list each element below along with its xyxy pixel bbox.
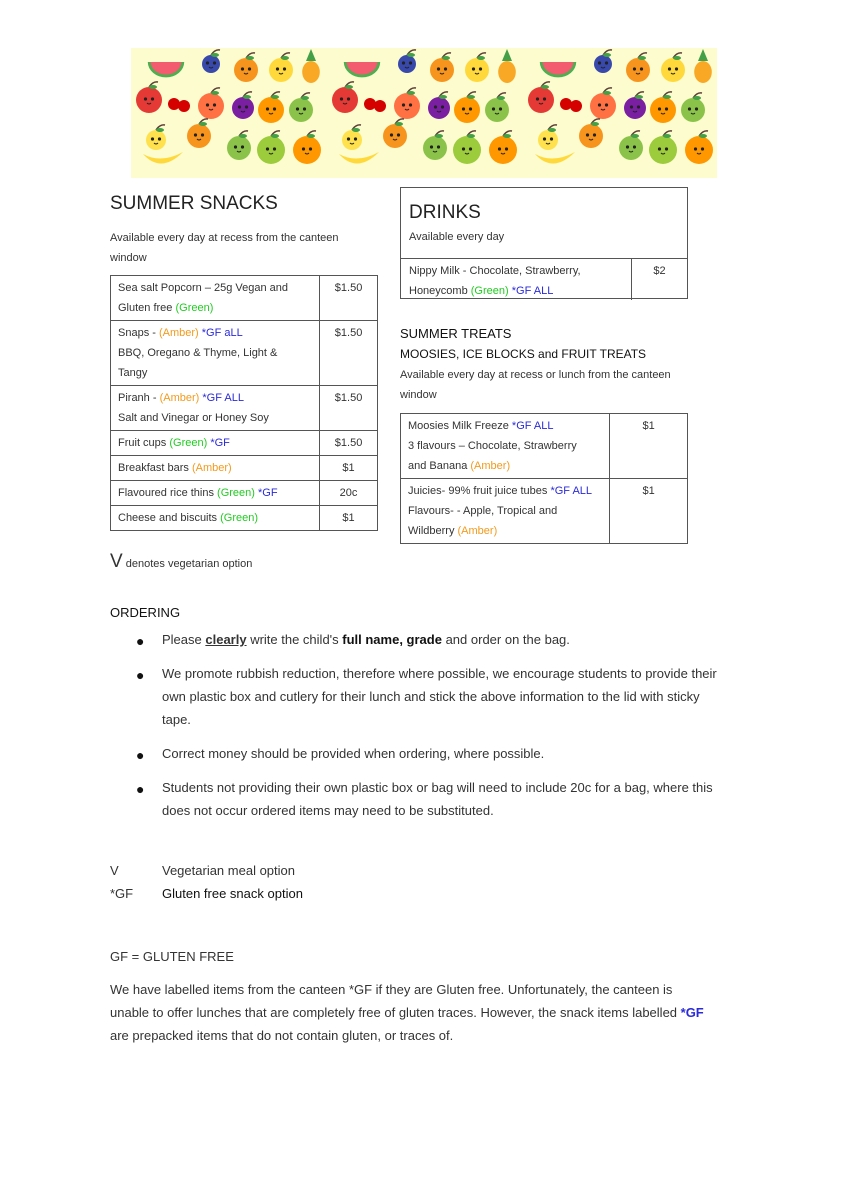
item-text: Flavoured rice thins <box>118 487 218 499</box>
treats-row <box>401 479 688 544</box>
gluten-free-heading: GF = GLUTEN FREE <box>110 949 234 964</box>
bullet-text: Please <box>162 632 206 647</box>
item-text: Breakfast bars <box>118 462 192 474</box>
gf-tag: *GF <box>207 437 230 449</box>
snacks-item-line <box>118 363 312 383</box>
snacks-price: $1.50 <box>320 276 378 321</box>
item-text: Snaps - <box>118 327 159 339</box>
green-rating: (Green) <box>169 437 208 449</box>
item-text: Piranh - <box>118 392 160 404</box>
bullet-icon: ● <box>136 747 145 763</box>
drinks-item-line2 <box>409 281 629 301</box>
item-text: BBQ, Oregano & Thyme, Light & <box>118 347 278 359</box>
gf-tag: *GF ALL <box>550 485 593 497</box>
snacks-item <box>111 431 320 456</box>
bullet-emphasis: clearly <box>205 632 247 647</box>
item-text: Fruit cups <box>118 437 170 449</box>
snacks-item-line <box>118 483 312 503</box>
snacks-subtitle-line2: window <box>110 252 147 264</box>
legend-v-text: Vegetarian meal option <box>162 863 295 878</box>
snacks-item <box>111 481 320 506</box>
snacks-item-line <box>118 508 312 528</box>
treats-item-line <box>408 436 602 456</box>
item-text: Tangy <box>118 367 148 379</box>
ordering-list <box>110 628 720 833</box>
drinks-subtitle: Available every day <box>409 231 505 243</box>
snacks-row <box>111 506 378 531</box>
list-item <box>110 742 720 765</box>
snacks-item <box>111 506 320 531</box>
snacks-item <box>111 386 320 431</box>
snacks-row <box>111 456 378 481</box>
vegetarian-note <box>110 551 252 573</box>
gf-tag: *GF ALL <box>508 285 554 297</box>
item-text: Juicies- 99% fruit juice tubes <box>408 485 551 497</box>
snacks-item-line <box>118 458 312 478</box>
snacks-table <box>110 275 378 531</box>
item-text: Sea salt Popcorn – 25g Vegan and <box>118 282 289 294</box>
amber-rating: (Amber) <box>159 392 200 404</box>
fruit-pattern-icon <box>131 48 717 178</box>
treats-item-line <box>408 521 602 541</box>
bullet-text: write the child's <box>246 632 343 647</box>
paragraph-text: We have labelled items from the canteen *GF if they are Gluten free. Unfortunately, the canteen is unable to offer lunches that are completely free of gluten traces. However, the snack items labelled <box>110 982 681 1020</box>
snacks-row <box>111 321 378 386</box>
snacks-price: $1.50 <box>320 386 378 431</box>
list-item <box>110 776 720 822</box>
snacks-item-line <box>118 323 312 343</box>
treats-item <box>401 414 610 479</box>
item-text: and Banana <box>408 460 471 472</box>
snacks-row <box>111 481 378 506</box>
snacks-item-line <box>118 298 312 318</box>
treats-item-line <box>408 456 602 476</box>
vegetarian-symbol: V <box>110 551 123 572</box>
green-rating: (Green) <box>217 487 255 499</box>
snacks-row <box>111 276 378 321</box>
bullet-text: Students not providing their own plastic box or bag will need to include 20c for a bag, where this does not occur ordered items may need to be substituted. <box>162 780 713 818</box>
green-rating: (Green) <box>175 302 214 314</box>
treats-availability-line2: window <box>400 389 437 401</box>
treats-item-line <box>408 481 602 501</box>
snacks-row <box>111 386 378 431</box>
green-rating: (Green) <box>470 285 509 297</box>
item-text: Gluten free <box>118 302 176 314</box>
snacks-price: $1 <box>320 506 378 531</box>
legend-gf-symbol: *GF <box>110 886 134 901</box>
gf-tag: *GF <box>254 487 278 499</box>
item-text: Moosies Milk Freeze <box>408 420 512 432</box>
treats-price: $1 <box>610 479 688 544</box>
snacks-subtitle <box>110 228 338 268</box>
snacks-price: $1.50 <box>320 431 378 456</box>
item-text: 3 flavours – Chocolate, Strawberry <box>408 440 577 452</box>
bullet-text: We promote rubbish reduction, therefore where possible, we encourage students to provide their own plastic box and cutlery for their lunch and stick the above information to the lid with sticky tape. <box>162 666 717 727</box>
snacks-item <box>111 321 320 386</box>
drinks-title: DRINKS <box>409 202 481 223</box>
snacks-item-line <box>118 278 312 298</box>
amber-rating: (Amber) <box>158 327 199 339</box>
treats-row <box>401 414 688 479</box>
fruit-pattern-banner <box>131 48 717 178</box>
snacks-price: $1.50 <box>320 321 378 386</box>
treats-availability <box>400 365 671 405</box>
snacks-subtitle-line1: Available every day at recess from the canteen <box>110 232 339 244</box>
green-rating: (Green) <box>220 512 259 524</box>
treats-table <box>400 413 688 544</box>
snacks-item <box>111 276 320 321</box>
snacks-row <box>111 431 378 456</box>
bullet-icon: ● <box>136 781 145 797</box>
amber-rating: (Amber) <box>191 462 232 474</box>
treats-price: $1 <box>610 414 688 479</box>
drinks-box <box>400 187 688 299</box>
gf-tag: *GF ALL <box>511 420 554 432</box>
list-item <box>110 628 720 651</box>
drinks-item-text: Honeycomb <box>409 285 471 297</box>
item-text: Cheese and biscuits <box>118 512 221 524</box>
legend-v-symbol: V <box>110 863 119 878</box>
snacks-title: SUMMER SNACKS <box>110 193 278 214</box>
vegetarian-note-text: denotes vegetarian option <box>122 558 253 570</box>
bullet-text: and order on the bag. <box>441 632 570 647</box>
amber-rating: (Amber) <box>470 460 511 472</box>
bullet-text: Correct money should be provided when ordering, where possible. <box>162 746 545 761</box>
drinks-item <box>409 261 629 301</box>
bullet-icon: ● <box>136 667 145 683</box>
amber-rating: (Amber) <box>457 525 498 537</box>
treats-subtitle: MOOSIES, ICE BLOCKS and FRUIT TREATS <box>400 347 647 361</box>
snacks-item-line <box>118 388 312 408</box>
bullet-emphasis: full name, grade <box>342 632 442 647</box>
treats-title: SUMMER TREATS <box>400 326 512 341</box>
drinks-row <box>401 258 687 300</box>
item-text: Salt and Vinegar or Honey Soy <box>118 412 269 424</box>
treats-item-line <box>408 416 602 436</box>
gf-tag: *GF aLL <box>198 327 243 339</box>
treats-item <box>401 479 610 544</box>
paragraph-text: are prepacked items that do not contain gluten, or traces of. <box>110 1028 454 1043</box>
snacks-price: 20c <box>320 481 378 506</box>
gf-tag: *GF <box>680 1005 704 1020</box>
legend-gf-text: Gluten free snack option <box>162 886 303 901</box>
list-item <box>110 662 720 731</box>
snacks-item-line <box>118 433 312 453</box>
bullet-icon: ● <box>136 633 145 649</box>
ordering-title: ORDERING <box>110 605 181 620</box>
item-text: Flavours- - Apple, Tropical and <box>408 505 558 517</box>
snacks-item-line <box>118 343 312 363</box>
treats-item-line <box>408 501 602 521</box>
snacks-price: $1 <box>320 456 378 481</box>
gluten-free-paragraph <box>110 978 710 1047</box>
gf-tag: *GF ALL <box>199 392 244 404</box>
item-text: Wildberry <box>408 525 458 537</box>
drinks-item-line1: Nippy Milk - Chocolate, Strawberry, <box>409 265 581 277</box>
treats-availability-line1: Available every day at recess or lunch from the canteen <box>400 369 671 381</box>
snacks-item <box>111 456 320 481</box>
drinks-price: $2 <box>653 265 666 277</box>
snacks-item-line <box>118 408 312 428</box>
